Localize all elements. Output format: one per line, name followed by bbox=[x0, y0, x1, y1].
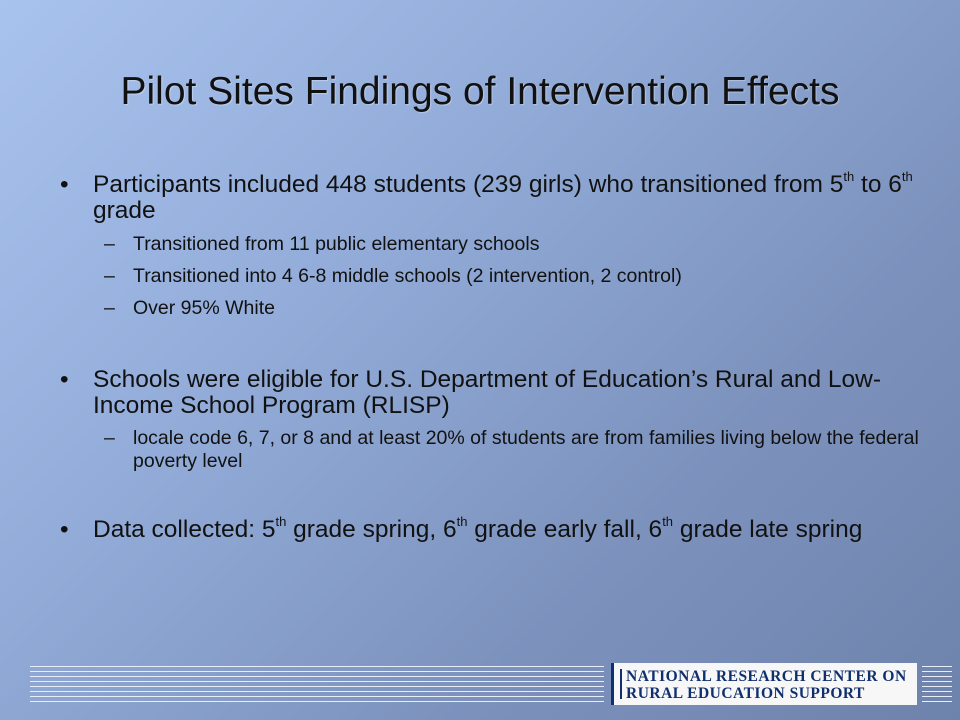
bullet-dot: • bbox=[60, 516, 69, 543]
bullet-text: Participants included 448 students (239 girls) who transitioned from 5 bbox=[93, 171, 844, 198]
logo-line-2: RURAL EDUCATION SUPPORT bbox=[626, 685, 865, 702]
dash-marker: – bbox=[104, 427, 115, 449]
superscript: th bbox=[456, 513, 468, 529]
sub-bullet bbox=[60, 265, 920, 287]
slide-content bbox=[60, 168, 920, 543]
footer-stripes bbox=[30, 666, 604, 704]
sub-bullet-text: Transitioned from 11 public elementary schools bbox=[133, 233, 540, 255]
bullet-text: grade late spring bbox=[673, 516, 863, 543]
sub-bullet bbox=[60, 297, 920, 319]
bullet-text: grade spring, 6 bbox=[286, 516, 457, 543]
sub-bullet-text: Transitioned into 4 6-8 middle schools (2 intervention, 2 control) bbox=[133, 265, 682, 287]
dash-marker: – bbox=[104, 233, 115, 255]
sub-bullet bbox=[60, 233, 920, 255]
logo-line-1: NATIONAL RESEARCH CENTER ON bbox=[626, 668, 907, 685]
bullet-dot: • bbox=[60, 171, 69, 198]
superscript: th bbox=[662, 513, 674, 529]
sub-bullet-text: Over 95% White bbox=[133, 297, 275, 319]
dash-marker: – bbox=[104, 297, 115, 319]
slide-title: Pilot Sites Findings of Intervention Effects bbox=[120, 70, 840, 113]
sub-bullet bbox=[60, 427, 920, 473]
superscript: th bbox=[843, 168, 855, 184]
bullet-text: grade bbox=[93, 197, 156, 224]
dash-marker: – bbox=[104, 265, 115, 287]
bullet-schools bbox=[60, 367, 920, 419]
nrcres-logo bbox=[611, 663, 917, 705]
superscript: th bbox=[901, 168, 913, 184]
bullet-dot: • bbox=[60, 366, 69, 393]
bullet-text: grade early fall, 6 bbox=[467, 516, 663, 543]
bullet-text: to 6 bbox=[854, 171, 902, 198]
sub-bullet-text: locale code 6, 7, or 8 and at least 20% of students are from families living below the federal poverty level bbox=[133, 427, 919, 472]
logo-bar bbox=[620, 669, 622, 699]
bullet-text: Schools were eligible for U.S. Department of Education’s Rural and Low-Income School Program (RLISP) bbox=[93, 366, 882, 419]
bullet-participants bbox=[60, 168, 920, 224]
bullet-text: Data collected: 5 bbox=[93, 516, 276, 543]
superscript: th bbox=[275, 513, 287, 529]
footer-stripes bbox=[922, 666, 952, 704]
bullet-data-collected bbox=[60, 513, 920, 543]
